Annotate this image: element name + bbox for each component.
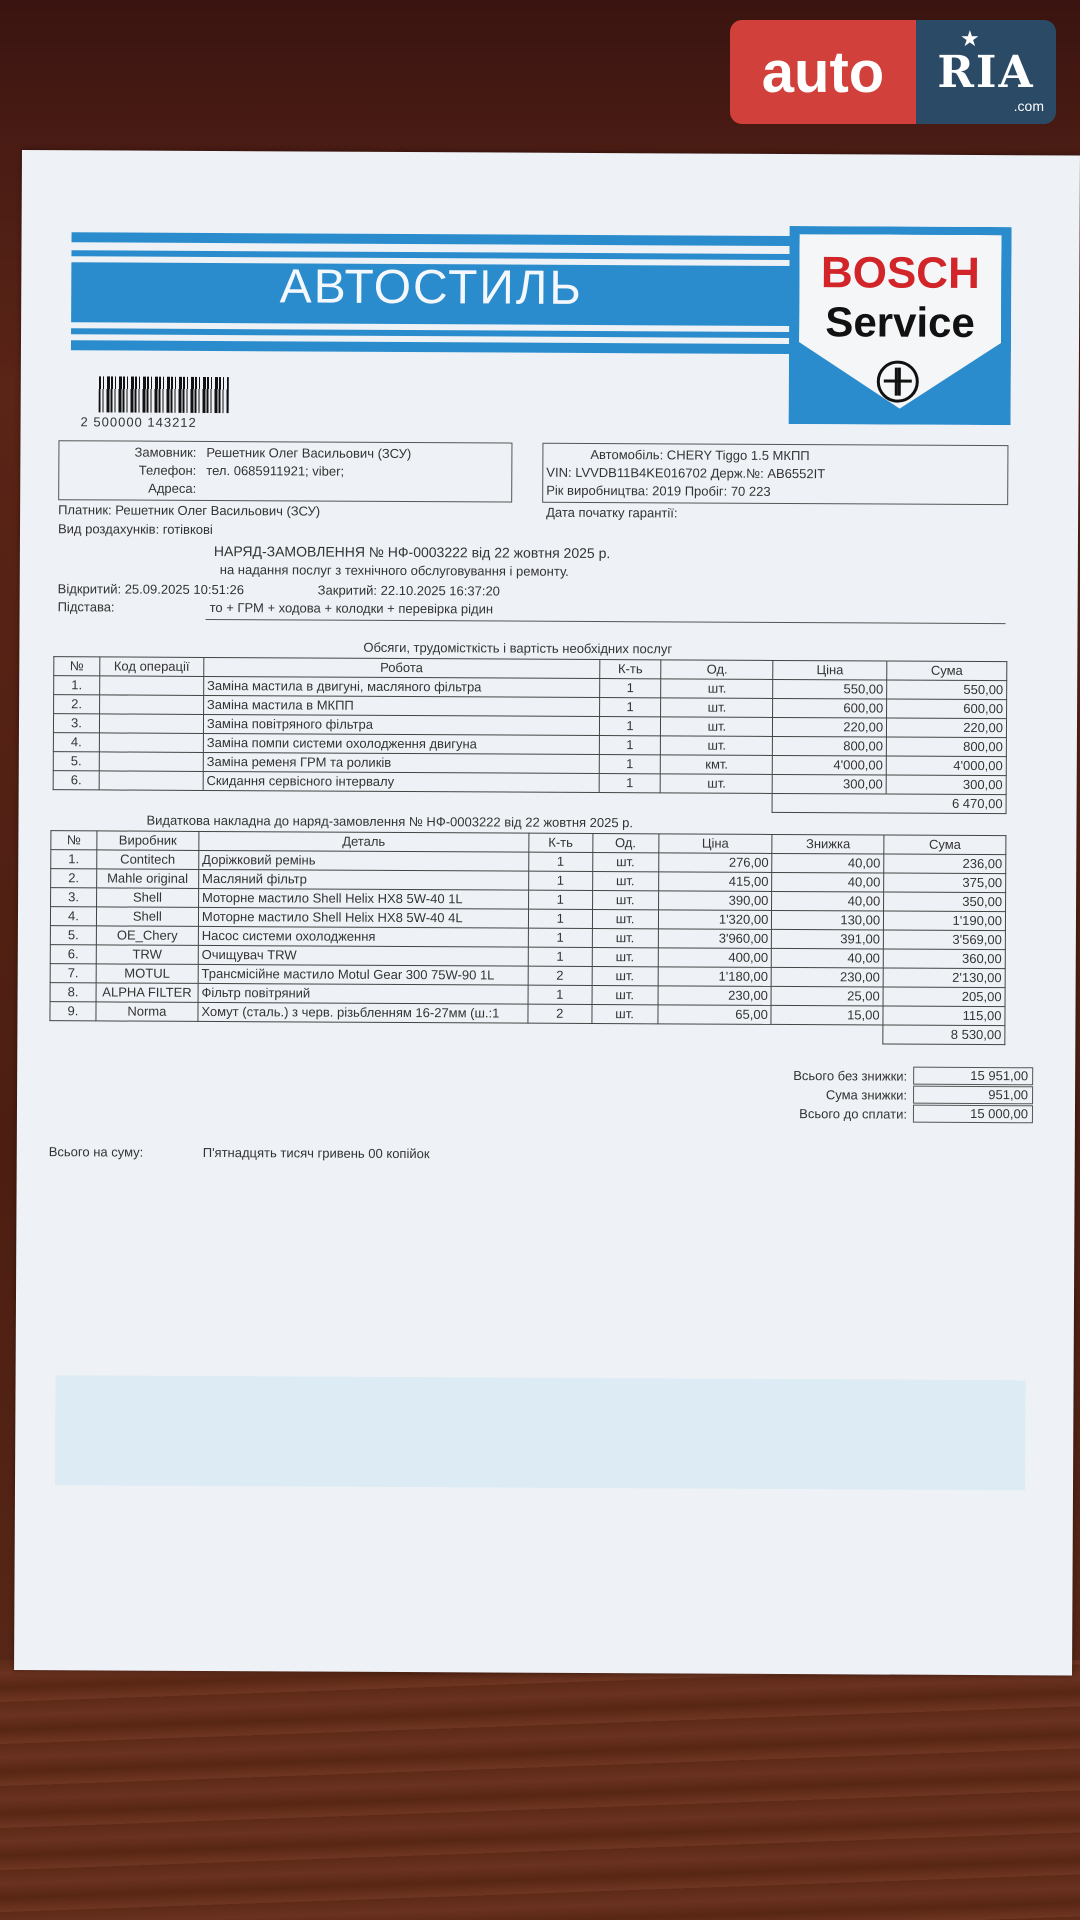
- parts-total: 8 530,00: [883, 1025, 1005, 1045]
- unit: шт.: [592, 985, 658, 1004]
- bosch-word: BOSCH: [820, 248, 980, 299]
- bosch-armature-icon: [877, 360, 919, 402]
- quantity: 1: [599, 774, 661, 793]
- sum: 3'569,00: [883, 930, 1005, 950]
- discount: 40,00: [772, 853, 884, 873]
- star-icon: ★: [960, 26, 980, 51]
- col-header: Знижка: [772, 834, 884, 854]
- unit: шт.: [661, 679, 773, 699]
- sum: 4'000,00: [886, 756, 1006, 776]
- col-header: Деталь: [199, 831, 529, 852]
- unit: шт.: [592, 852, 658, 871]
- bosch-service-logo: [789, 226, 1012, 425]
- quantity: 1: [599, 698, 661, 717]
- operation-code: [99, 752, 203, 772]
- price: 1'320,00: [658, 910, 772, 930]
- sum-words-value: П'ятнадцять тисяч гривень 00 копійок: [202, 1144, 430, 1162]
- row-number: 7.: [50, 964, 96, 983]
- showthrough-area: [55, 1375, 1026, 1490]
- price: 390,00: [658, 891, 772, 911]
- manufacturer: TRW: [96, 945, 198, 965]
- col-header: Робота: [204, 657, 600, 678]
- sum-words-label: Всього на суму:: [48, 1144, 144, 1160]
- discount: 40,00: [772, 948, 884, 968]
- operation-code: [99, 733, 203, 753]
- operation-code: [99, 714, 203, 734]
- row-number: 1.: [54, 676, 100, 695]
- quantity: 1: [528, 871, 592, 890]
- payment-type: Вид роздахунків: готівкові: [57, 521, 213, 538]
- quantity: 1: [528, 985, 592, 1004]
- invoice-paper: [14, 150, 1080, 1676]
- watermark-ria: [916, 20, 1056, 124]
- sum: 220,00: [887, 718, 1007, 738]
- unit: шт.: [592, 871, 658, 890]
- part-name: Моторне мастило Shell Helix HX8 5W-40 4L: [198, 907, 528, 928]
- col-header: Виробник: [97, 831, 199, 851]
- discount: 130,00: [772, 910, 884, 930]
- row-number: 4.: [50, 907, 96, 926]
- discount: 40,00: [772, 891, 884, 911]
- operation-code: [99, 771, 203, 791]
- col-header: Ціна: [773, 660, 887, 680]
- vehicle-model: Автомобіль: CHERY Tiggo 1.5 МКПП: [590, 446, 810, 464]
- quantity: 1: [599, 717, 661, 736]
- sum: 360,00: [883, 949, 1005, 969]
- quantity: 1: [528, 890, 592, 909]
- col-header: №: [54, 657, 100, 676]
- price: 3'960,00: [658, 929, 772, 949]
- work-name: Скидання сервісного інтервалу: [203, 771, 599, 792]
- manufacturer: Shell: [96, 907, 198, 927]
- col-header: Од.: [593, 833, 659, 852]
- price: 1'180,00: [658, 967, 772, 987]
- part-name: Насос системи охолодження: [198, 926, 528, 947]
- sum: 350,00: [884, 892, 1006, 912]
- unit: шт.: [592, 928, 658, 947]
- sum: 2'130,00: [883, 968, 1005, 988]
- manufacturer: Shell: [96, 888, 198, 908]
- row-number: 5.: [50, 926, 96, 945]
- manufacturer: OE_Chery: [96, 926, 198, 946]
- col-header: Ціна: [658, 834, 772, 854]
- watermark-auto: auto: [730, 20, 916, 124]
- row-number: 5.: [53, 752, 99, 771]
- row-number: 3.: [51, 888, 97, 907]
- work-name: Заміна ременя ГРМ та роликів: [203, 752, 599, 773]
- spacer: [53, 790, 772, 813]
- quantity: 1: [599, 736, 661, 755]
- order-closed: Закритий: 22.10.2025 16:37:20: [317, 582, 500, 599]
- unit: шт.: [592, 966, 658, 985]
- parts-caption: Видаткова накладна до наряд-замовлення № НФ-0003222 від 22 жовтня 2025 р.: [146, 812, 634, 831]
- vehicle-vin: VIN: LVVDB11B4KE016702 Держ.№: AB6552IT: [546, 464, 826, 482]
- quantity: 1: [599, 679, 661, 698]
- price: 415,00: [658, 872, 772, 892]
- barcode-number: 2 500000 143212: [80, 414, 197, 430]
- barcode: [99, 376, 229, 413]
- quantity: 1: [528, 909, 592, 928]
- quantity: 2: [528, 1004, 592, 1023]
- unit: шт.: [592, 1004, 658, 1023]
- sum: 375,00: [884, 873, 1006, 893]
- basis-label: Підстава:: [57, 599, 115, 615]
- row-number: 1.: [51, 850, 97, 869]
- unit: шт.: [592, 947, 658, 966]
- unit: шт.: [661, 717, 773, 737]
- discount: 40,00: [772, 872, 884, 892]
- col-header: Сума: [884, 835, 1006, 855]
- sum: 236,00: [884, 854, 1006, 874]
- order-subtitle: на надання послуг з технічного обслуговування і ремонту.: [219, 562, 569, 579]
- watermark-ria-text: RIA: [937, 46, 1035, 98]
- unit: шт.: [661, 774, 773, 794]
- row-number: 6.: [50, 945, 96, 964]
- services-caption: Обсяги, трудомісткість і вартість необхідних послуг: [363, 639, 673, 657]
- quantity: 1: [599, 755, 661, 774]
- phone-label: Телефон:: [138, 462, 197, 478]
- address-label: Адреса:: [148, 480, 197, 496]
- company-name: АВТОСТИЛЬ: [279, 260, 584, 315]
- parts-table: [49, 830, 1006, 1045]
- quantity: 2: [528, 966, 592, 985]
- customer-name: Решетник Олег Васильович (ЗСУ): [206, 444, 412, 462]
- manufacturer: MOTUL: [96, 964, 198, 984]
- price: 400,00: [658, 948, 772, 968]
- basis-underline: [206, 619, 1006, 624]
- part-name: Моторне мастило Shell Helix HX8 5W-40 1L: [198, 888, 528, 909]
- unit: шт.: [592, 890, 658, 909]
- work-name: Заміна мастила в двигуні, масляного фільтра: [204, 676, 600, 697]
- part-name: Трансмісійне мастило Motul Gear 300 75W-90 1L: [198, 964, 528, 985]
- basis-value: то + ГРМ + ходова + колодки + перевірка рідин: [209, 599, 494, 617]
- service-word: Service: [825, 298, 975, 346]
- work-name: Заміна помпи системи охолодження двигуна: [203, 733, 599, 754]
- row-number: 6.: [53, 771, 99, 790]
- discount: 230,00: [771, 967, 883, 987]
- price: 220,00: [773, 717, 887, 737]
- spacer: [50, 1021, 883, 1044]
- manufacturer: Norma: [96, 1002, 198, 1022]
- price: 65,00: [657, 1005, 771, 1025]
- part-name: Фільтр повітряний: [198, 983, 528, 1004]
- payer: Платник: Решетник Олег Васильович (ЗСУ): [58, 502, 321, 519]
- quantity: 1: [528, 928, 592, 947]
- manufacturer: Mahle original: [97, 869, 199, 889]
- part-name: Доріжковий ремінь: [199, 850, 529, 871]
- discount: 25,00: [771, 986, 883, 1006]
- operation-code: [99, 695, 203, 715]
- order-title: НАРЯД-ЗАМОВЛЕННЯ № НФ-0003222 від 22 жовтня 2025 р.: [213, 543, 611, 562]
- total-no-discount-label: Всього без знижки:: [793, 1068, 908, 1084]
- services-total: 6 470,00: [772, 793, 1006, 813]
- unit: шт.: [661, 736, 773, 756]
- work-name: Заміна мастила в МКПП: [203, 695, 599, 716]
- phone-value: тел. 0685911921; viber;: [206, 462, 345, 479]
- work-name: Заміна повітряного фільтра: [203, 714, 599, 735]
- sum: 205,00: [883, 987, 1005, 1007]
- sum: 1'190,00: [884, 911, 1006, 931]
- sum: 600,00: [887, 699, 1007, 719]
- col-header: Од.: [661, 660, 773, 680]
- row-number: 2.: [54, 695, 100, 714]
- price: 300,00: [772, 774, 886, 794]
- quantity: 1: [529, 852, 593, 871]
- sum: 550,00: [887, 680, 1007, 700]
- part-name: Масляний фільтр: [199, 869, 529, 890]
- discount: 15,00: [771, 1005, 883, 1025]
- services-table: [53, 656, 1008, 814]
- discount-value: 951,00: [913, 1086, 1033, 1105]
- manufacturer: Contitech: [97, 850, 199, 870]
- price: 800,00: [773, 736, 887, 756]
- vehicle-year: Рік виробництва: 2019 Пробіг: 70 223: [546, 482, 771, 499]
- quantity: 1: [528, 947, 592, 966]
- unit: шт.: [661, 698, 773, 718]
- to-pay-value: 15 000,00: [913, 1105, 1033, 1124]
- part-name: Хомут (сталь.) з черв. різьбленням 16-27мм (ш.:1: [198, 1002, 528, 1023]
- customer-label: Замовник:: [134, 444, 197, 460]
- col-header: Сума: [887, 661, 1007, 681]
- discount: 391,00: [772, 929, 884, 949]
- price: 600,00: [773, 698, 887, 718]
- unit: шт.: [592, 909, 658, 928]
- row-number: 2.: [51, 869, 97, 888]
- col-header: Код операції: [100, 657, 204, 677]
- sum: 800,00: [886, 737, 1006, 757]
- manufacturer: ALPHA FILTER: [96, 983, 198, 1003]
- price: 550,00: [773, 679, 887, 699]
- order-opened: Відкритий: 25.09.2025 10:51:26: [57, 581, 245, 598]
- warranty-start: Дата початку гарантії:: [546, 504, 678, 521]
- price: 276,00: [658, 853, 772, 873]
- operation-code: [100, 676, 204, 696]
- price: 4'000,00: [773, 755, 887, 775]
- to-pay-label: Всього до сплати:: [799, 1106, 908, 1122]
- col-header: №: [51, 831, 97, 850]
- row-number: 8.: [50, 983, 96, 1002]
- col-header: К-ть: [529, 833, 593, 852]
- price: 230,00: [658, 986, 772, 1006]
- autoria-watermark: [730, 20, 1060, 124]
- col-header: К-ть: [599, 660, 661, 679]
- discount-label: Сума знижки:: [825, 1087, 908, 1103]
- watermark-com: .com: [1013, 98, 1044, 114]
- wood-table-bottom: [0, 1660, 1080, 1920]
- sum: 300,00: [886, 775, 1006, 795]
- total-no-discount-value: 15 951,00: [913, 1067, 1033, 1086]
- row-number: 3.: [53, 714, 99, 733]
- row-number: 4.: [53, 733, 99, 752]
- unit: кмт.: [661, 755, 773, 775]
- row-number: 9.: [50, 1002, 96, 1021]
- sum: 115,00: [883, 1006, 1005, 1026]
- part-name: Очищувач TRW: [198, 945, 528, 966]
